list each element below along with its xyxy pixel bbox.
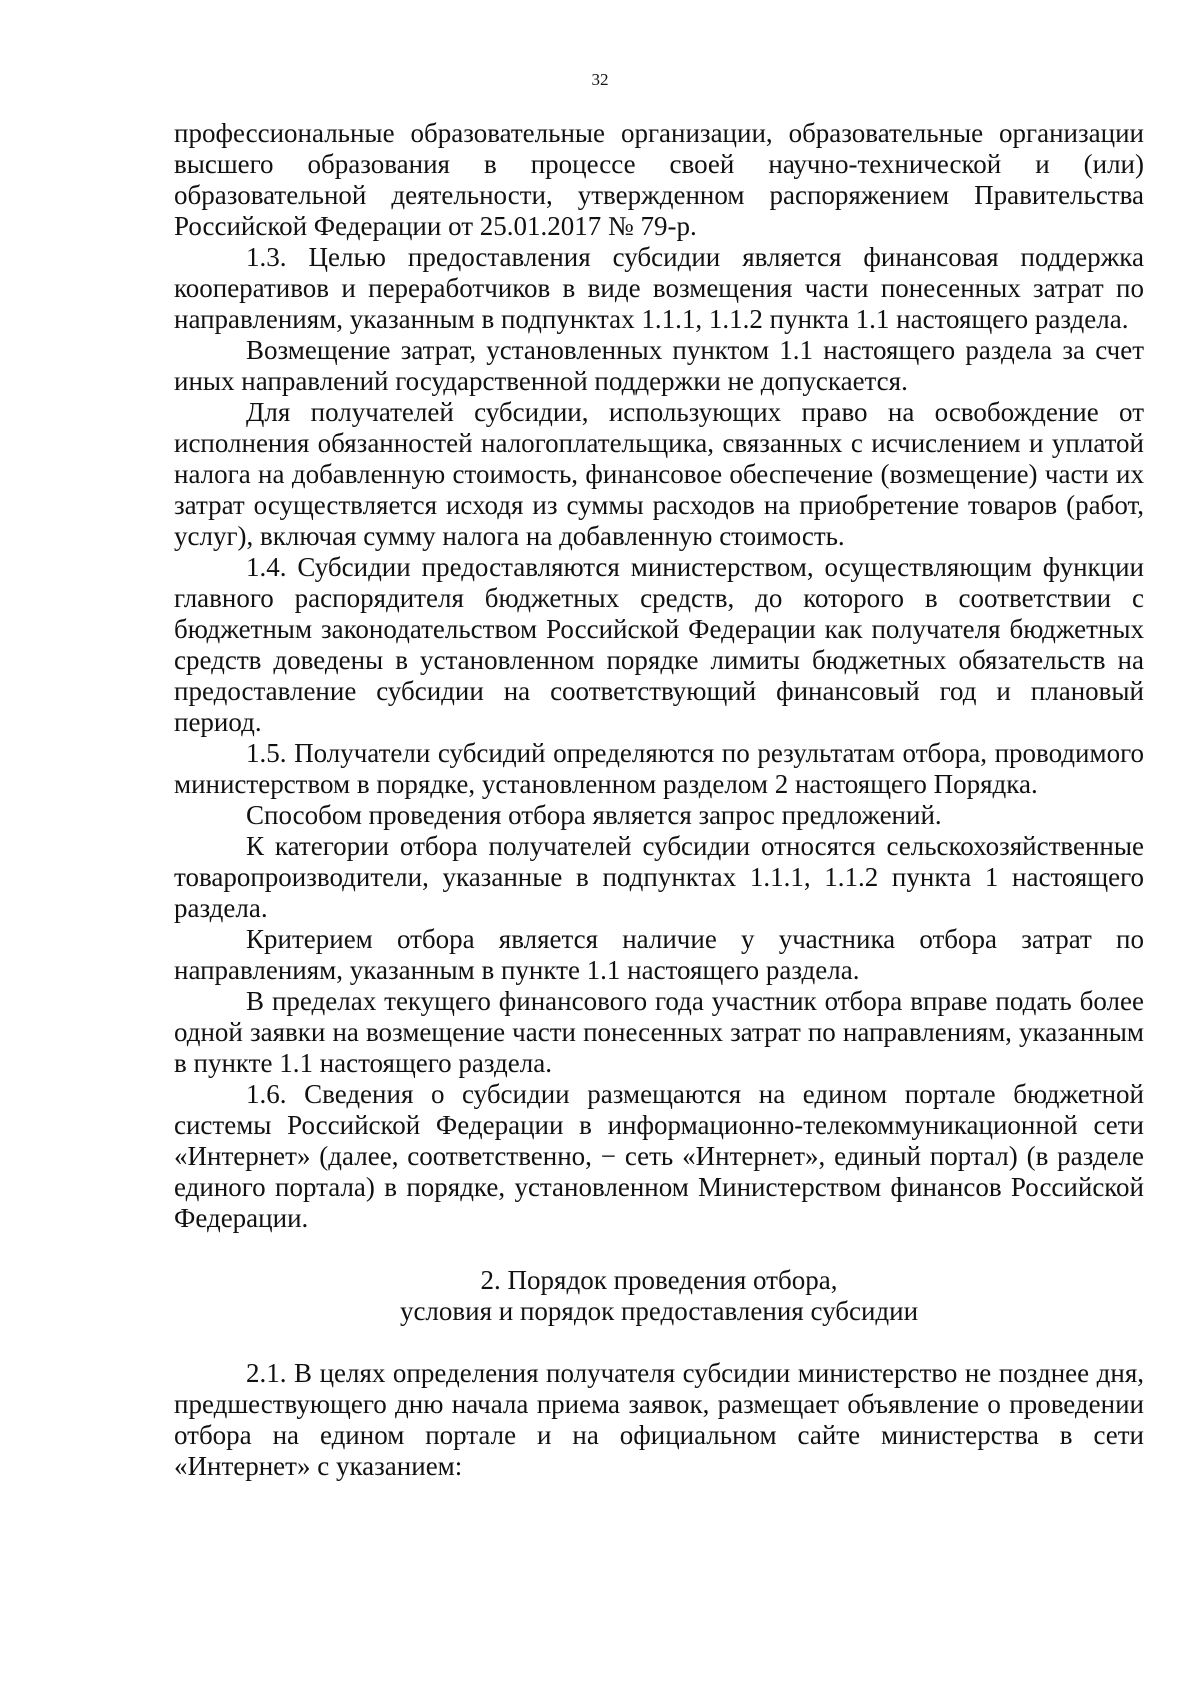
paragraph-selection-method: Способом проведения отбора является запрос предложений. <box>246 800 942 830</box>
paragraph-selection-category: К категории отбора получателей субсидии относятся сельскохозяйственные товаропроизводители, указанные в подпунктах 1.1.1, 1.1.2 пункта 1 настоящего раздела. <box>174 831 1144 923</box>
paragraph-1-3: 1.3. Целью предоставления субсидии является финансовая поддержка кооперативов и переработчиков в виде возмещения части понесенных затрат по направлениям, указанным в подпунктах 1.1.1, 1.1.2 пункта 1.1 настоящего раздела. <box>174 242 1144 334</box>
paragraph-continuation: профессиональные образовательные организации, образовательные организации высшего образования в процессе своей научно-технической и (или) образовательной деятельности, утвержденном распоряжением Правительства Российской Федерации от 25.01.2017 № 79-р. <box>174 118 1144 241</box>
paragraph-multiple-applications: В пределах текущего финансового года участник отбора вправе подать более одной заявки на возмещение части понесенных затрат по направлениям, указанным в пункте 1.1 настоящего раздела. <box>174 986 1144 1078</box>
paragraph-vat-exemption: Для получателей субсидии, использующих право на освобождение от исполнения обязанностей налогоплательщика, связанных с исчислением и уплатой налога на добавленную стоимость, финансовое обеспечение (возмещение) части их затрат осуществляется исходя из суммы расходов на приобретение товаров (работ, услуг), включая сумму налога на добавленную стоимость. <box>174 397 1144 551</box>
paragraph-1-4: 1.4. Субсидии предоставляются министерством, осуществляющим функции главного распорядителя бюджетных средств, до которого в соответствии с бюджетным законодательством Российской Федерации как получателя бюджетных средств доведены в установленном порядке лимиты бюджетных обязательств на предоставление субсидии на соответствующий финансовый год и плановый период. <box>174 552 1144 737</box>
spacer <box>174 1327 1144 1358</box>
paragraph-2-1: 2.1. В целях определения получателя субсидии министерство не позднее дня, предшествующего дню начала приема заявок, размещает объявление о проведении отбора на едином портале и на официальном сайте министерства в сети «Интернет» с указанием: <box>174 1358 1144 1481</box>
page-number: 32 <box>591 70 609 89</box>
document-body <box>174 118 1144 1482</box>
paragraph-1-5: 1.5. Получатели субсидий определяются по результатам отбора, проводимого министерством в порядке, установленном разделом 2 настоящего Порядка. <box>174 738 1144 799</box>
paragraph-cost-reimbursement: Возмещение затрат, установленных пунктом 1.1 настоящего раздела за счет иных направлений государственной поддержки не допускается. <box>174 335 1144 396</box>
section-title-line-1: 2. Порядок проведения отбора, <box>480 1265 838 1295</box>
section-title-line-2: условия и порядок предоставления субсидии <box>399 1296 919 1326</box>
paragraph-1-6: 1.6. Сведения о субсидии размещаются на едином портале бюджетной системы Российской Федерации в информационно-телекоммуникационной сети «Интернет» (далее, соответственно, − сеть «Интернет», единый портал) (в разделе единого портала) в порядке, установленном Министерством финансов Российской Федерации. <box>174 1079 1144 1233</box>
spacer <box>174 1234 1144 1265</box>
paragraph-selection-criterion: Критерием отбора является наличие у участника отбора затрат по направлениям, указанным в пункте 1.1 настоящего раздела. <box>174 924 1144 985</box>
